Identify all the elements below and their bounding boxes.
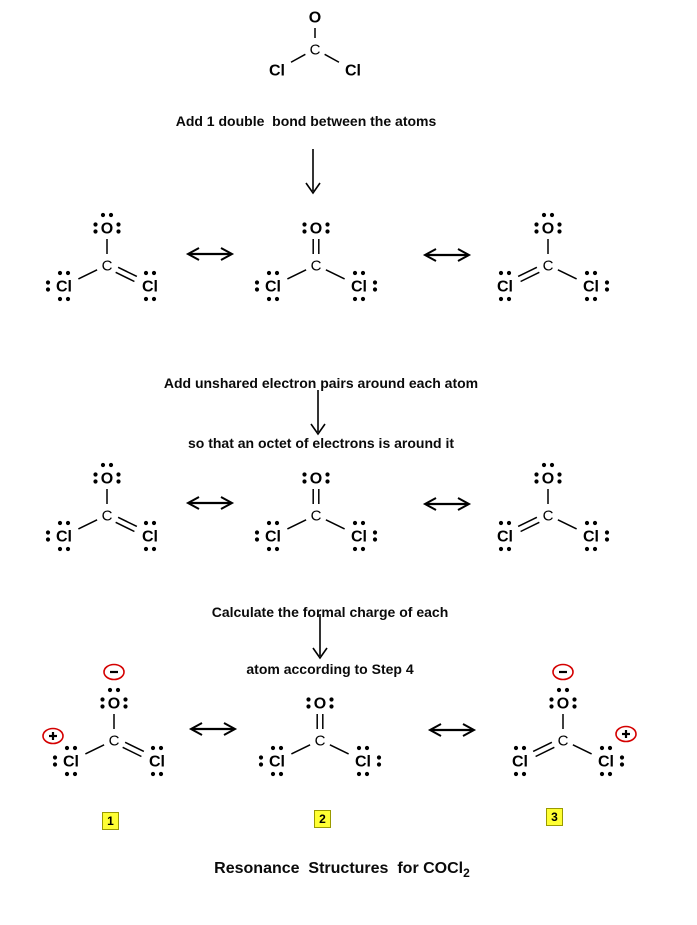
- lone-pair-dot: [507, 271, 511, 275]
- lone-pair-dot: [152, 271, 156, 275]
- lewis-structure-row1-right: [443, 200, 653, 310]
- lone-pair-dot: [605, 530, 609, 534]
- lone-pair-dot: [101, 463, 105, 467]
- atom-label-O: O: [309, 470, 323, 488]
- lone-pair-dot: [255, 287, 259, 291]
- lone-pair-dot: [66, 271, 70, 275]
- lone-pair-dot: [302, 479, 306, 483]
- lone-pair-dot: [66, 297, 70, 301]
- atom-label-O: O: [107, 695, 121, 713]
- step-text-2-line2: so that an octet of electrons is around it: [187, 435, 455, 451]
- bond: [291, 745, 310, 754]
- lone-pair-dot: [152, 547, 156, 551]
- atom-label-Cl: Cl: [269, 62, 285, 80]
- lone-pair-dot: [93, 472, 97, 476]
- lone-pair-dot: [557, 688, 561, 692]
- step-text-3-line1: Calculate the formal charge of each: [211, 604, 449, 620]
- atom-label-C: C: [557, 732, 569, 750]
- lone-pair-dot: [255, 280, 259, 284]
- lone-pair-dot: [275, 521, 279, 525]
- atom-label-O: O: [100, 470, 114, 488]
- atom-label-Cl: Cl: [56, 528, 72, 546]
- atom-label-O: O: [308, 9, 322, 27]
- atom-label-Cl: Cl: [583, 278, 599, 296]
- lone-pair-dot: [46, 287, 50, 291]
- lone-pair-dot: [329, 704, 333, 708]
- lone-pair-dot: [499, 547, 503, 551]
- atom-label-Cl: Cl: [142, 278, 158, 296]
- lone-pair-dot: [522, 772, 526, 776]
- bond: [287, 520, 306, 529]
- atom-label-Cl: Cl: [351, 528, 367, 546]
- lone-pair-dot: [361, 271, 365, 275]
- lone-pair-dot: [585, 521, 589, 525]
- atom-label-Cl: Cl: [355, 753, 371, 771]
- lone-pair-dot: [542, 463, 546, 467]
- atom-label-C: C: [542, 257, 554, 275]
- lone-pair-dot: [65, 746, 69, 750]
- lone-pair-dot: [58, 521, 62, 525]
- lone-pair-dot: [151, 772, 155, 776]
- title-subscript: 2: [463, 866, 470, 881]
- lone-pair-dot: [116, 688, 120, 692]
- lone-pair-dot: [100, 704, 104, 708]
- lone-pair-dot: [353, 521, 357, 525]
- lone-pair-dot: [361, 521, 365, 525]
- lone-pair-dot: [267, 547, 271, 551]
- lone-pair-dot: [373, 280, 377, 284]
- lone-pair-dot: [572, 704, 576, 708]
- lone-pair-dot: [608, 772, 612, 776]
- lone-pair-dot: [46, 280, 50, 284]
- down-arrow-2: [307, 387, 329, 439]
- lewis-structure-row2-right: [443, 450, 653, 560]
- lone-pair-dot: [365, 772, 369, 776]
- atom-label-O: O: [100, 220, 114, 238]
- atom-label-Cl: Cl: [497, 528, 513, 546]
- lone-pair-dot: [302, 222, 306, 226]
- lone-pair-dot: [593, 547, 597, 551]
- lone-pair-dot: [267, 271, 271, 275]
- lone-pair-dot: [255, 530, 259, 534]
- atom-label-O: O: [309, 220, 323, 238]
- lone-pair-dot: [66, 547, 70, 551]
- lone-pair-dot: [325, 472, 329, 476]
- lone-pair-dot: [593, 297, 597, 301]
- lone-pair-dot: [373, 287, 377, 291]
- lone-pair-dot: [507, 297, 511, 301]
- step-text-1: Add 1 double bond between the atoms: [175, 113, 437, 129]
- lone-pair-dot: [357, 772, 361, 776]
- lone-pair-dot: [605, 280, 609, 284]
- lone-pair-dot: [73, 772, 77, 776]
- lone-pair-dot: [93, 229, 97, 233]
- lone-pair-dot: [361, 297, 365, 301]
- lone-pair-dot: [373, 530, 377, 534]
- atom-label-Cl: Cl: [265, 528, 281, 546]
- atom-label-O: O: [313, 695, 327, 713]
- atom-label-O: O: [541, 220, 555, 238]
- lewis-structure-row1-left: [2, 200, 212, 310]
- lone-pair-dot: [108, 688, 112, 692]
- lone-pair-dot: [73, 746, 77, 750]
- lone-pair-dot: [507, 547, 511, 551]
- lone-pair-dot: [58, 547, 62, 551]
- lone-pair-dot: [46, 537, 50, 541]
- lone-pair-dot: [255, 537, 259, 541]
- lone-pair-dot: [159, 772, 163, 776]
- lone-pair-dot: [144, 271, 148, 275]
- lone-pair-dot: [271, 772, 275, 776]
- lone-pair-dot: [325, 229, 329, 233]
- lone-pair-dot: [275, 271, 279, 275]
- lone-pair-dot: [306, 697, 310, 701]
- lone-pair-dot: [302, 472, 306, 476]
- atom-label-Cl: Cl: [142, 528, 158, 546]
- lone-pair-dot: [144, 547, 148, 551]
- lone-pair-dot: [46, 530, 50, 534]
- lone-pair-dot: [549, 697, 553, 701]
- lone-pair-dot: [565, 688, 569, 692]
- lone-pair-dot: [259, 762, 263, 766]
- lone-pair-dot: [557, 222, 561, 226]
- lone-pair-dot: [123, 704, 127, 708]
- lone-pair-dot: [620, 755, 624, 759]
- atom-label-C: C: [309, 41, 321, 59]
- bond: [558, 270, 577, 279]
- lone-pair-dot: [514, 772, 518, 776]
- atom-label-Cl: Cl: [598, 753, 614, 771]
- lone-pair-dot: [325, 479, 329, 483]
- lone-pair-dot: [499, 297, 503, 301]
- lone-pair-dot: [585, 547, 589, 551]
- lone-pair-dot: [522, 746, 526, 750]
- atom-label-C: C: [310, 257, 322, 275]
- lone-pair-dot: [605, 537, 609, 541]
- title-text: Resonance Structures for COCl: [214, 860, 464, 877]
- atom-label-C: C: [108, 732, 120, 750]
- lone-pair-dot: [144, 297, 148, 301]
- atom-label-Cl: Cl: [269, 753, 285, 771]
- lone-pair-dot: [275, 547, 279, 551]
- down-arrow-1: [302, 146, 324, 198]
- lone-pair-dot: [357, 746, 361, 750]
- lone-pair-dot: [58, 297, 62, 301]
- structure-number-3: 3: [546, 808, 563, 826]
- lone-pair-dot: [279, 746, 283, 750]
- lone-pair-dot: [93, 479, 97, 483]
- atom-label-Cl: Cl: [512, 753, 528, 771]
- lone-pair-dot: [279, 772, 283, 776]
- lone-pair-dot: [600, 772, 604, 776]
- lone-pair-dot: [377, 755, 381, 759]
- lone-pair-dot: [377, 762, 381, 766]
- diagram-title: [0, 860, 684, 880]
- lone-pair-dot: [353, 297, 357, 301]
- lone-pair-dot: [329, 697, 333, 701]
- bond: [78, 520, 97, 529]
- lone-pair-dot: [593, 271, 597, 275]
- lone-pair-dot: [534, 229, 538, 233]
- lone-pair-dot: [550, 463, 554, 467]
- atom-label-C: C: [542, 507, 554, 525]
- lone-pair-dot: [620, 762, 624, 766]
- lone-pair-dot: [353, 271, 357, 275]
- lone-pair-dot: [542, 213, 546, 217]
- lone-pair-dot: [267, 521, 271, 525]
- lone-pair-dot: [557, 472, 561, 476]
- lone-pair-dot: [353, 547, 357, 551]
- atom-label-Cl: Cl: [345, 62, 361, 80]
- lone-pair-dot: [144, 521, 148, 525]
- lone-pair-dot: [365, 746, 369, 750]
- lone-pair-dot: [151, 746, 155, 750]
- lone-pair-dot: [593, 521, 597, 525]
- lone-pair-dot: [499, 271, 503, 275]
- lone-pair-dot: [306, 704, 310, 708]
- atom-label-Cl: Cl: [56, 278, 72, 296]
- lone-pair-dot: [123, 697, 127, 701]
- lone-pair-dot: [93, 222, 97, 226]
- lone-pair-dot: [499, 521, 503, 525]
- lone-pair-dot: [507, 521, 511, 525]
- lone-pair-dot: [53, 762, 57, 766]
- lone-pair-dot: [116, 229, 120, 233]
- lone-pair-dot: [116, 222, 120, 226]
- atom-label-Cl: Cl: [149, 753, 165, 771]
- lewis-structure-row3-middle: [215, 645, 425, 795]
- lone-pair-dot: [325, 222, 329, 226]
- lone-pair-dot: [514, 746, 518, 750]
- lone-pair-dot: [267, 297, 271, 301]
- lone-pair-dot: [116, 472, 120, 476]
- lone-pair-dot: [100, 697, 104, 701]
- lone-pair-dot: [373, 537, 377, 541]
- lone-pair-dot: [66, 521, 70, 525]
- bond: [330, 745, 349, 754]
- lewis-structure-row2-left: [2, 450, 212, 560]
- atom-label-C: C: [310, 507, 322, 525]
- atom-label-Cl: Cl: [265, 278, 281, 296]
- lone-pair-dot: [65, 772, 69, 776]
- lone-pair-dot: [361, 547, 365, 551]
- lone-pair-dot: [259, 755, 263, 759]
- lone-pair-dot: [557, 229, 561, 233]
- structure-number-1: 1: [102, 812, 119, 830]
- atom-label-O: O: [541, 470, 555, 488]
- lone-pair-dot: [109, 213, 113, 217]
- lewis-structure-row1-middle: [211, 200, 421, 310]
- lone-pair-dot: [534, 222, 538, 226]
- lone-pair-dot: [116, 479, 120, 483]
- bond: [287, 270, 306, 279]
- lone-pair-dot: [534, 472, 538, 476]
- lone-pair-dot: [152, 297, 156, 301]
- lone-pair-dot: [557, 479, 561, 483]
- lone-pair-dot: [608, 746, 612, 750]
- lone-pair-dot: [600, 746, 604, 750]
- lone-pair-dot: [605, 287, 609, 291]
- bond: [326, 520, 345, 529]
- bond: [573, 745, 592, 754]
- atom-label-Cl: Cl: [497, 278, 513, 296]
- atom-label-C: C: [101, 257, 113, 275]
- structure-number-2: 2: [314, 810, 331, 828]
- atom-label-Cl: Cl: [351, 278, 367, 296]
- lone-pair-dot: [53, 755, 57, 759]
- lone-pair-dot: [302, 229, 306, 233]
- bond: [78, 270, 97, 279]
- bond: [326, 270, 345, 279]
- lone-pair-dot: [109, 463, 113, 467]
- atom-label-C: C: [101, 507, 113, 525]
- lewis-structure-row3-right: [458, 645, 668, 795]
- atom-label-O: O: [556, 695, 570, 713]
- atom-label-Cl: Cl: [63, 753, 79, 771]
- lone-pair-dot: [572, 697, 576, 701]
- lone-pair-dot: [550, 213, 554, 217]
- lewis-structure-initial: [210, 3, 420, 98]
- lewis-structure-row2-middle: [211, 450, 421, 560]
- lone-pair-dot: [58, 271, 62, 275]
- lone-pair-dot: [159, 746, 163, 750]
- lone-pair-dot: [101, 213, 105, 217]
- bond: [85, 745, 104, 754]
- lone-pair-dot: [585, 271, 589, 275]
- bond: [291, 54, 305, 62]
- bond: [558, 520, 577, 529]
- lone-pair-dot: [585, 297, 589, 301]
- step-text-3-line2: atom according to Step 4: [246, 661, 414, 677]
- bond: [325, 54, 339, 62]
- atom-label-Cl: Cl: [583, 528, 599, 546]
- lone-pair-dot: [271, 746, 275, 750]
- lone-pair-dot: [275, 297, 279, 301]
- lone-pair-dot: [549, 704, 553, 708]
- lone-pair-dot: [152, 521, 156, 525]
- step-text-2-line1: Add unshared electron pairs around each atom: [163, 375, 479, 391]
- atom-label-C: C: [314, 732, 326, 750]
- lone-pair-dot: [534, 479, 538, 483]
